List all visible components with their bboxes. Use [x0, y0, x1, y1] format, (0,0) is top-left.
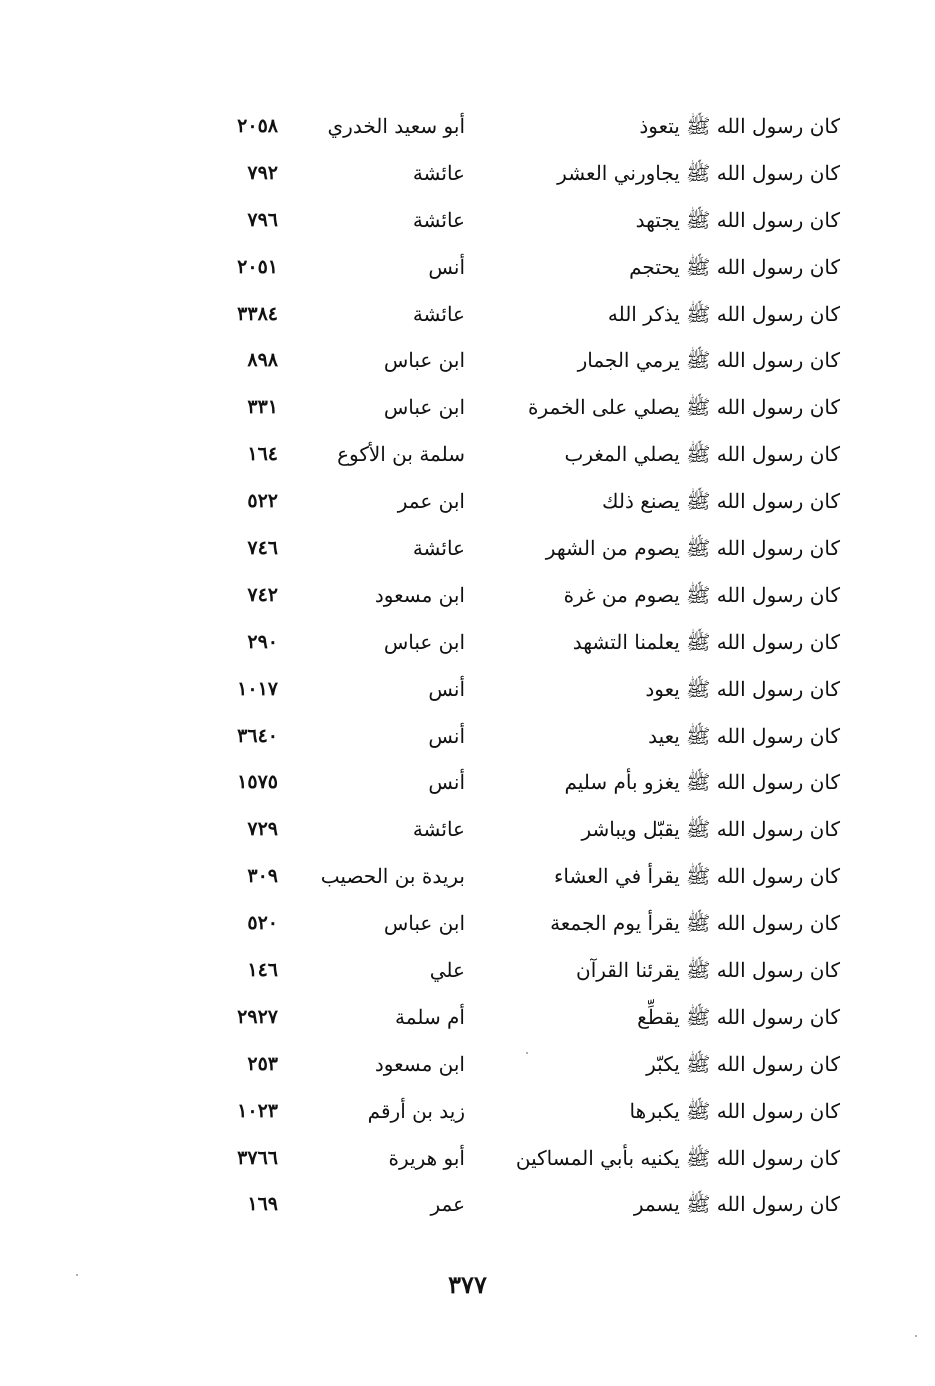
narrator-name: عائشة: [412, 536, 465, 561]
hadith-number: ٣٦٤٠: [237, 724, 278, 747]
hadith-number: ٣٣٨٤: [237, 302, 278, 325]
table-row: [200, 525, 840, 572]
table-row: [200, 994, 840, 1041]
narrator-name: ابن عمر: [397, 489, 465, 514]
hadith-number: ٢٩٢٧: [237, 1005, 278, 1028]
narrator-name: ابن عباس: [383, 911, 465, 936]
hadith-text: كان رسول الله ﷺ يعلمنا التشهد: [572, 629, 840, 654]
hadith-number: ٣٣١: [247, 396, 278, 419]
hadith-number: ٢٠٥٨: [237, 115, 278, 137]
hadith-number: ١٠٢٣: [237, 1099, 278, 1122]
table-row: [200, 197, 840, 244]
hadith-text: كان رسول الله ﷺ يصوم من غرة: [563, 582, 840, 607]
hadith-text: كان رسول الله ﷺ يعود: [645, 676, 840, 701]
narrator-name: أنس: [428, 676, 465, 701]
hadith-number: ٧٤٢: [247, 583, 278, 606]
table-row: [200, 619, 840, 666]
narrator-name: أنس: [428, 723, 465, 748]
hadith-text: كان رسول الله ﷺ يصنع ذلك: [602, 489, 840, 514]
hadith-text: كان رسول الله ﷺ يجاورني العشر: [557, 160, 840, 185]
hadith-text: كان رسول الله ﷺ يكبرها: [629, 1098, 840, 1123]
hadith-number: ٥٢٢: [247, 490, 278, 513]
table-row: [200, 384, 840, 431]
hadith-number: ٨٩٨: [247, 349, 278, 372]
hadith-index-table: [200, 103, 840, 1228]
table-row: [200, 900, 840, 947]
hadith-number: ٧٩٢: [247, 161, 278, 184]
hadith-text: كان رسول الله ﷺ يقطِّع: [637, 1004, 840, 1029]
narrator-name: سلمة بن الأكوع: [337, 442, 465, 467]
hadith-number: ١٦٩: [247, 1193, 278, 1216]
hadith-number: ١٥٧٥: [237, 771, 278, 794]
narrator-name: بريدة بن الحصيب: [320, 864, 465, 889]
hadith-text: كان رسول الله ﷺ يحتجم: [629, 254, 840, 279]
narrator-name: ابن عباس: [383, 348, 465, 373]
narrator-name: عائشة: [412, 817, 465, 842]
hadith-number: ٣٧٦٦: [237, 1146, 278, 1169]
hadith-text: كان رسول الله ﷺ يكنيه بأبي المساكين: [515, 1145, 840, 1170]
hadith-number: ٣٠٩: [247, 865, 278, 888]
narrator-name: ابن مسعود: [374, 582, 465, 607]
table-row: [200, 666, 840, 713]
narrator-name: ابن عباس: [383, 395, 465, 420]
hadith-text: كان رسول الله ﷺ يجتهد: [635, 207, 840, 232]
narrator-name: ابن مسعود: [374, 1051, 465, 1076]
scan-speck: [76, 1274, 78, 1276]
table-row: [200, 291, 840, 338]
table-row: [200, 572, 840, 619]
hadith-text: كان رسول الله ﷺ يقرأ يوم الجمعة: [550, 911, 840, 936]
hadith-text: كان رسول الله ﷺ يصوم من الشهر: [545, 536, 840, 561]
hadith-text: كان رسول الله ﷺ يقبّل ويباشر: [581, 817, 840, 842]
hadith-text: كان رسول الله ﷺ يصلي على الخمرة: [528, 395, 840, 420]
table-row: [200, 1041, 840, 1088]
table-row: [200, 1181, 840, 1228]
narrator-name: أنس: [428, 770, 465, 795]
narrator-name: علي: [429, 958, 465, 983]
narrator-name: أم سلمة: [395, 1004, 465, 1029]
table-row: [200, 806, 840, 853]
table-row: [200, 103, 840, 150]
hadith-number: ٢٥٣: [247, 1052, 278, 1075]
table-row: [200, 713, 840, 760]
table-row: [200, 1088, 840, 1135]
narrator-name: زيد بن أرقم: [367, 1098, 465, 1123]
scan-speck: [526, 1052, 528, 1054]
scan-speck: [915, 1335, 917, 1337]
table-row: [200, 853, 840, 900]
narrator-name: عائشة: [412, 207, 465, 232]
hadith-number: ٧٢٩: [247, 818, 278, 841]
hadith-number: ٧٤٦: [247, 537, 278, 560]
hadith-number: ١٤٦: [247, 959, 278, 982]
table-row: [200, 478, 840, 525]
table-row: [200, 947, 840, 994]
narrator-name: أبو هريرة: [388, 1145, 465, 1170]
hadith-number: ٢٩٠: [247, 630, 278, 653]
narrator-name: ابن عباس: [383, 629, 465, 654]
hadith-text: كان رسول الله ﷺ يغزو بأم سليم: [564, 770, 840, 795]
page-number: ٣٧٧: [448, 1270, 487, 1299]
table-row: [200, 337, 840, 384]
table-row: [200, 150, 840, 197]
hadith-text: كان رسول الله ﷺ يكبّر: [646, 1051, 840, 1076]
hadith-number: ٧٩٦: [247, 208, 278, 231]
narrator-name: عائشة: [412, 301, 465, 326]
hadith-number: ٥٢٠: [247, 912, 278, 935]
hadith-text: كان رسول الله ﷺ يعيد: [648, 723, 840, 748]
hadith-text: كان رسول الله ﷺ يصلي المغرب: [564, 442, 840, 467]
hadith-text: كان رسول الله ﷺ يسمر: [633, 1192, 840, 1217]
hadith-number: ٢٠٥١: [237, 255, 278, 278]
hadith-text: كان رسول الله ﷺ يقرئنا القرآن: [576, 958, 840, 983]
narrator-name: عمر: [430, 1192, 465, 1217]
narrator-name: أنس: [428, 254, 465, 279]
hadith-text: كان رسول الله ﷺ يقرأ في العشاء: [553, 864, 840, 889]
hadith-text: كان رسول الله ﷺ يتعوذ: [639, 114, 840, 138]
table-row: [200, 431, 840, 478]
narrator-name: عائشة: [412, 160, 465, 185]
hadith-text: كان رسول الله ﷺ يرمي الجمار: [577, 348, 840, 373]
table-row: [200, 1135, 840, 1182]
hadith-number: ١٠١٧: [237, 677, 278, 700]
hadith-number: ١٦٤: [247, 443, 278, 466]
table-row: [200, 759, 840, 806]
narrator-name: أبو سعيد الخدري: [327, 114, 465, 138]
table-row: [200, 244, 840, 291]
hadith-text: كان رسول الله ﷺ يذكر الله: [607, 301, 840, 326]
